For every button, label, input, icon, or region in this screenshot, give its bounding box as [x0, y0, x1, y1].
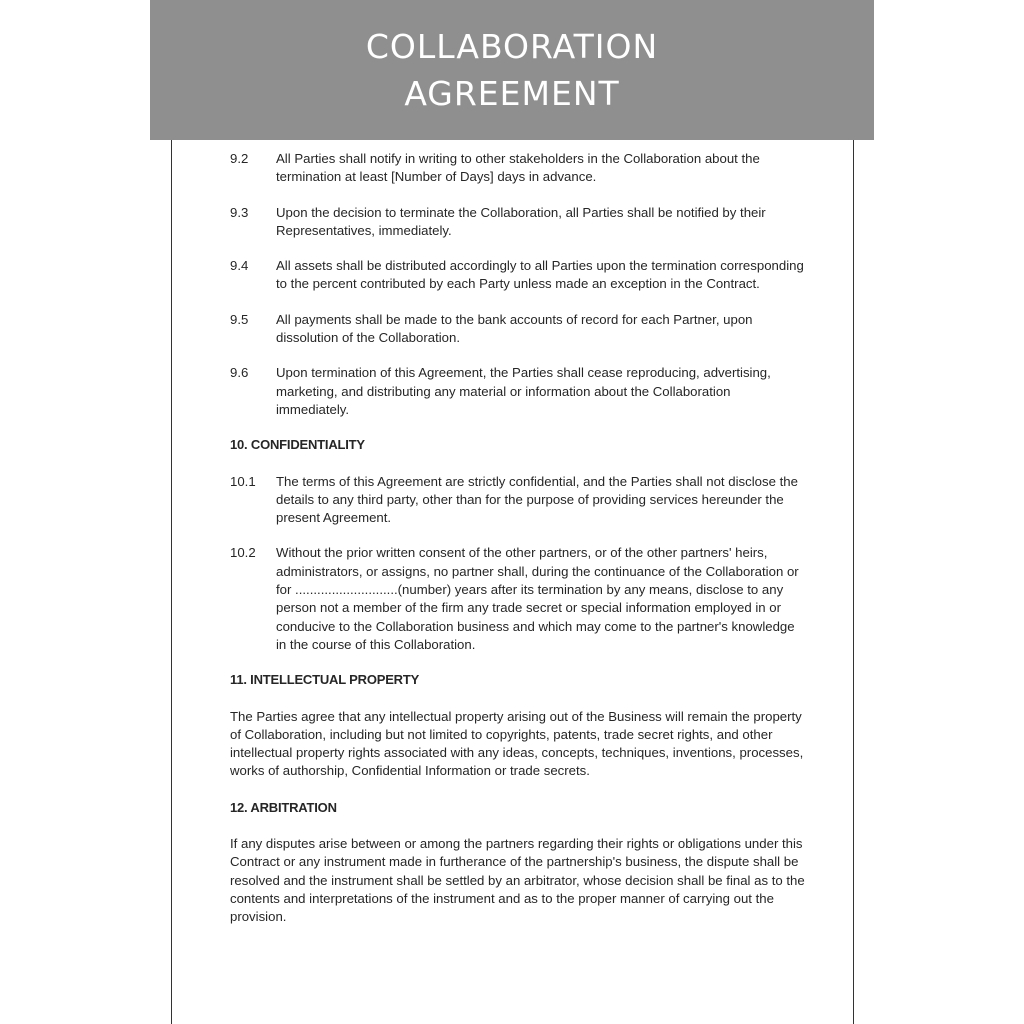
clause-text: The terms of this Agreement are strictly confidential, and the Parties shall not disclose the details to any third party, other than for the purpose of providing services hereunder the present Agreement. [276, 473, 798, 526]
title-banner [150, 0, 874, 140]
clause-number: 10.1 [230, 473, 256, 489]
clause-text: Without the prior written consent of the other partners, or of the other partners' heirs, administrators, or assigns, no partner shall, during the continuance of the Collaboration or for ............................(number) years after its termination by any means, disclose to any person not a member of the firm any trade secret or special information employed in or conducive to the Collaboration business and which may come to the partner's knowledge in the course of this Collaboration. [276, 545, 799, 652]
banner-title-line-1: COLLABORATION [365, 27, 659, 66]
banner-title-line-2: AGREEMENT [404, 74, 620, 113]
clause-text: Upon termination of this Agreement, the Parties shall cease reproducing, advertising, marketing, and distributing any material or information about the Collaboration immediately. [276, 365, 771, 417]
clause-9-2 [230, 150, 805, 187]
clause-text: All payments shall be made to the bank accounts of record for each Partner, upon dissolution of the Collaboration. [276, 311, 753, 346]
clause-text: All Parties shall notify in writing to other stakeholders in the Collaboration about the termination at least [Number of Days] days in advance. [276, 151, 760, 185]
clause-9-3 [230, 204, 805, 241]
section-heading-arbitration: 12. ARBITRATION [230, 799, 337, 815]
clause-number: 10.2 [230, 545, 256, 561]
clause-number: 9.6 [230, 365, 249, 381]
section-heading-confidentiality: 10. CONFIDENTIALITY [230, 437, 365, 453]
clause-9-5 [230, 311, 805, 348]
clause-10-1 [230, 473, 805, 528]
clause-9-4 [230, 257, 805, 294]
clause-9-6 [230, 364, 805, 419]
intellectual-property-paragraph: The Parties agree that any intellectual property arising out of the Business will remain the property of Collaboration, including but not limited to copyrights, patents, trade secret rights, and other intellectual property rights associated with any ideas, concepts, techniques, inventions, processes, works of authorship, Confidential Information or trade secrets. [230, 708, 804, 779]
section-heading-intellectual-property: 11. INTELLECTUAL PROPERTY [230, 672, 420, 688]
clause-number: 9.4 [230, 258, 249, 274]
clause-number: 9.5 [230, 311, 249, 327]
clause-number: 9.3 [230, 204, 249, 220]
clause-number: 9.2 [230, 151, 249, 166]
document-body [230, 150, 805, 945]
arbitration-paragraph: If any disputes arise between or among the partners regarding their rights or obligations under this Contract or any instrument made in furtherance of the partnership's business, the dispute shall be resolved and the instrument shall be settled by an arbitrator, whose decision shall be final as to the contents and interpretations of the instrument and as to the proper manner of carrying out the provision. [230, 836, 805, 925]
clause-text: All assets shall be distributed accordingly to all Parties upon the termination corresponding to the percent contributed by each Party unless made an exception in the Contract. [276, 258, 804, 292]
clause-10-2 [230, 544, 805, 654]
clause-text: Upon the decision to terminate the Collaboration, all Parties shall be notified by their Representatives, immediately. [276, 204, 766, 238]
